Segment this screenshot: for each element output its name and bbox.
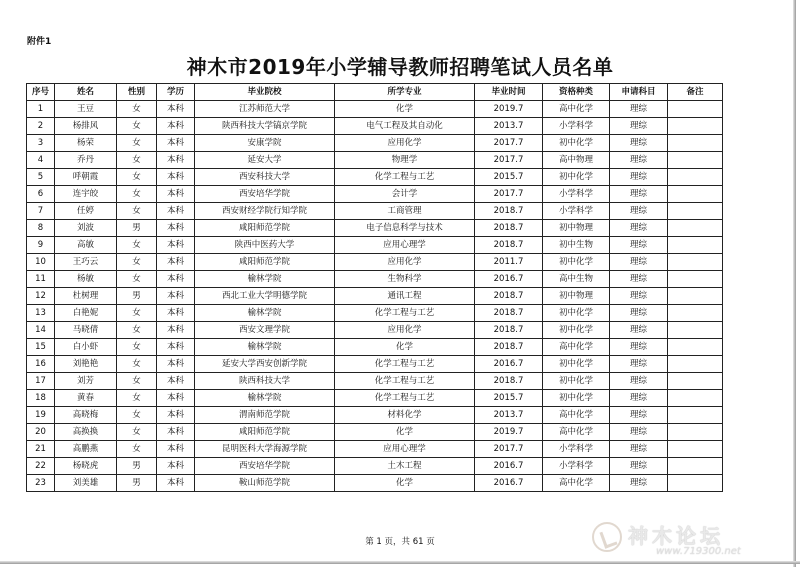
cell-degree: 本科	[157, 169, 195, 186]
cell-index: 14	[27, 322, 55, 339]
table-row	[27, 254, 723, 271]
cell-name: 乔丹	[55, 152, 117, 169]
cell-school: 西安财经学院行知学院	[195, 203, 335, 220]
cell-qualification: 高中化学	[543, 407, 610, 424]
cell-grad-date: 2016.7	[475, 356, 543, 373]
cell-name: 高晓梅	[55, 407, 117, 424]
cell-gender: 女	[117, 203, 157, 220]
page-shadow-right	[793, 0, 796, 567]
cell-index: 22	[27, 458, 55, 475]
table-header-row	[27, 84, 723, 101]
table-body	[27, 101, 723, 492]
cell-major: 化学	[335, 424, 475, 441]
cell-degree: 本科	[157, 186, 195, 203]
cell-degree: 本科	[157, 322, 195, 339]
cell-index: 15	[27, 339, 55, 356]
cell-qualification: 初中物理	[543, 220, 610, 237]
cell-index: 9	[27, 237, 55, 254]
cell-subject: 理综	[610, 152, 668, 169]
cell-gender: 女	[117, 441, 157, 458]
table-row	[27, 322, 723, 339]
table-row	[27, 339, 723, 356]
cell-grad-date: 2013.7	[475, 407, 543, 424]
cell-name: 连宇皎	[55, 186, 117, 203]
cell-index: 17	[27, 373, 55, 390]
cell-subject: 理综	[610, 458, 668, 475]
cell-name: 高敏	[55, 237, 117, 254]
cell-remarks	[668, 288, 723, 305]
cell-degree: 本科	[157, 203, 195, 220]
cell-qualification: 高中化学	[543, 101, 610, 118]
cell-index: 23	[27, 475, 55, 492]
cell-qualification: 初中物理	[543, 288, 610, 305]
cell-subject: 理综	[610, 424, 668, 441]
cell-gender: 女	[117, 101, 157, 118]
cell-remarks	[668, 407, 723, 424]
cell-remarks	[668, 203, 723, 220]
table-row	[27, 186, 723, 203]
cell-name: 杨晓虎	[55, 458, 117, 475]
table-row	[27, 152, 723, 169]
cell-gender: 女	[117, 271, 157, 288]
cell-major: 应用化学	[335, 135, 475, 152]
cell-remarks	[668, 424, 723, 441]
table-row	[27, 475, 723, 492]
cell-qualification: 初中化学	[543, 390, 610, 407]
cell-degree: 本科	[157, 135, 195, 152]
cell-name: 高换换	[55, 424, 117, 441]
cell-subject: 理综	[610, 203, 668, 220]
cell-grad-date: 2018.7	[475, 220, 543, 237]
cell-degree: 本科	[157, 237, 195, 254]
table-row	[27, 390, 723, 407]
page-title: 神木市2019年小学辅导教师招聘笔试人员名单	[186, 55, 614, 79]
forum-logo-icon	[592, 522, 622, 552]
cell-remarks	[668, 475, 723, 492]
header-remarks: 备注	[668, 84, 723, 101]
cell-subject: 理综	[610, 356, 668, 373]
cell-index: 19	[27, 407, 55, 424]
candidate-table	[26, 83, 723, 492]
cell-grad-date: 2017.7	[475, 441, 543, 458]
cell-gender: 女	[117, 118, 157, 135]
cell-qualification: 高中生物	[543, 271, 610, 288]
header-name: 姓名	[55, 84, 117, 101]
cell-qualification: 高中化学	[543, 424, 610, 441]
cell-index: 13	[27, 305, 55, 322]
table-row	[27, 271, 723, 288]
cell-subject: 理综	[610, 101, 668, 118]
cell-gender: 男	[117, 220, 157, 237]
cell-major: 应用心理学	[335, 441, 475, 458]
cell-school: 西安培华学院	[195, 458, 335, 475]
cell-school: 西北工业大学明德学院	[195, 288, 335, 305]
cell-remarks	[668, 373, 723, 390]
cell-gender: 女	[117, 373, 157, 390]
cell-remarks	[668, 322, 723, 339]
cell-remarks	[668, 135, 723, 152]
cell-index: 16	[27, 356, 55, 373]
cell-index: 3	[27, 135, 55, 152]
cell-subject: 理综	[610, 373, 668, 390]
header-grad-date: 毕业时间	[475, 84, 543, 101]
cell-grad-date: 2017.7	[475, 186, 543, 203]
header-gender: 性别	[117, 84, 157, 101]
cell-qualification: 高中化学	[543, 475, 610, 492]
table-row	[27, 220, 723, 237]
cell-major: 化学工程与工艺	[335, 356, 475, 373]
cell-name: 王豆	[55, 101, 117, 118]
cell-index: 4	[27, 152, 55, 169]
cell-degree: 本科	[157, 441, 195, 458]
cell-name: 杨排风	[55, 118, 117, 135]
cell-school: 榆林学院	[195, 390, 335, 407]
cell-gender: 女	[117, 356, 157, 373]
cell-index: 18	[27, 390, 55, 407]
cell-degree: 本科	[157, 220, 195, 237]
cell-school: 咸阳师范学院	[195, 220, 335, 237]
cell-school: 陕西科技大学镐京学院	[195, 118, 335, 135]
table-row	[27, 407, 723, 424]
cell-qualification: 小学科学	[543, 186, 610, 203]
cell-name: 刘美雄	[55, 475, 117, 492]
cell-qualification: 小学科学	[543, 118, 610, 135]
cell-grad-date: 2017.7	[475, 135, 543, 152]
cell-remarks	[668, 118, 723, 135]
cell-degree: 本科	[157, 407, 195, 424]
cell-grad-date: 2018.7	[475, 373, 543, 390]
watermark-url: www.719300.net	[656, 546, 741, 557]
cell-school: 江苏师范大学	[195, 101, 335, 118]
cell-index: 8	[27, 220, 55, 237]
cell-grad-date: 2016.7	[475, 458, 543, 475]
cell-school: 榆林学院	[195, 339, 335, 356]
cell-school: 榆林学院	[195, 305, 335, 322]
cell-subject: 理综	[610, 135, 668, 152]
cell-remarks	[668, 390, 723, 407]
cell-degree: 本科	[157, 458, 195, 475]
cell-name: 白小虾	[55, 339, 117, 356]
cell-degree: 本科	[157, 152, 195, 169]
header-degree: 学历	[157, 84, 195, 101]
table-row	[27, 118, 723, 135]
cell-degree: 本科	[157, 390, 195, 407]
cell-major: 物理学	[335, 152, 475, 169]
cell-grad-date: 2015.7	[475, 390, 543, 407]
cell-index: 7	[27, 203, 55, 220]
cell-name: 刘芳	[55, 373, 117, 390]
cell-subject: 理综	[610, 220, 668, 237]
cell-grad-date: 2016.7	[475, 475, 543, 492]
cell-subject: 理综	[610, 339, 668, 356]
cell-index: 1	[27, 101, 55, 118]
table-row	[27, 373, 723, 390]
cell-school: 延安大学	[195, 152, 335, 169]
cell-subject: 理综	[610, 475, 668, 492]
cell-qualification: 小学科学	[543, 458, 610, 475]
cell-gender: 女	[117, 152, 157, 169]
cell-qualification: 高中物理	[543, 152, 610, 169]
cell-remarks	[668, 271, 723, 288]
cell-gender: 女	[117, 237, 157, 254]
cell-school: 安康学院	[195, 135, 335, 152]
cell-remarks	[668, 152, 723, 169]
cell-major: 生物科学	[335, 271, 475, 288]
cell-qualification: 初中化学	[543, 322, 610, 339]
cell-major: 会计学	[335, 186, 475, 203]
cell-degree: 本科	[157, 101, 195, 118]
cell-gender: 女	[117, 322, 157, 339]
page-shadow-bottom	[0, 561, 800, 564]
cell-name: 王巧云	[55, 254, 117, 271]
cell-gender: 女	[117, 186, 157, 203]
cell-remarks	[668, 458, 723, 475]
cell-grad-date: 2015.7	[475, 169, 543, 186]
table-row	[27, 441, 723, 458]
watermark-text: 神木论坛	[628, 524, 724, 548]
cell-major: 工商管理	[335, 203, 475, 220]
cell-gender: 男	[117, 288, 157, 305]
cell-gender: 男	[117, 475, 157, 492]
header-school: 毕业院校	[195, 84, 335, 101]
cell-degree: 本科	[157, 305, 195, 322]
cell-school: 昆明医科大学海源学院	[195, 441, 335, 458]
cell-major: 电子信息科学与技术	[335, 220, 475, 237]
cell-index: 12	[27, 288, 55, 305]
cell-name: 黄春	[55, 390, 117, 407]
cell-degree: 本科	[157, 475, 195, 492]
cell-subject: 理综	[610, 169, 668, 186]
header-subject: 申请科目	[610, 84, 668, 101]
cell-degree: 本科	[157, 356, 195, 373]
cell-name: 呼朝霞	[55, 169, 117, 186]
table-row	[27, 203, 723, 220]
cell-remarks	[668, 254, 723, 271]
cell-qualification: 初中化学	[543, 305, 610, 322]
table-row	[27, 424, 723, 441]
cell-degree: 本科	[157, 424, 195, 441]
cell-qualification: 小学科学	[543, 441, 610, 458]
cell-name: 杜树理	[55, 288, 117, 305]
table-row	[27, 135, 723, 152]
cell-remarks	[668, 186, 723, 203]
cell-school: 西安科技大学	[195, 169, 335, 186]
cell-major: 化学	[335, 339, 475, 356]
cell-index: 20	[27, 424, 55, 441]
header-major: 所学专业	[335, 84, 475, 101]
cell-gender: 男	[117, 458, 157, 475]
cell-subject: 理综	[610, 407, 668, 424]
table-row	[27, 356, 723, 373]
cell-degree: 本科	[157, 254, 195, 271]
cell-remarks	[668, 169, 723, 186]
cell-school: 榆林学院	[195, 271, 335, 288]
cell-degree: 本科	[157, 373, 195, 390]
cell-degree: 本科	[157, 118, 195, 135]
cell-school: 咸阳师范学院	[195, 254, 335, 271]
cell-major: 通讯工程	[335, 288, 475, 305]
cell-name: 任婷	[55, 203, 117, 220]
cell-grad-date: 2013.7	[475, 118, 543, 135]
cell-qualification: 初中化学	[543, 135, 610, 152]
cell-major: 材料化学	[335, 407, 475, 424]
cell-major: 化学工程与工艺	[335, 169, 475, 186]
cell-remarks	[668, 237, 723, 254]
cell-major: 土木工程	[335, 458, 475, 475]
cell-remarks	[668, 220, 723, 237]
cell-school: 西安文理学院	[195, 322, 335, 339]
table-row	[27, 237, 723, 254]
cell-school: 鞍山师范学院	[195, 475, 335, 492]
cell-grad-date: 2018.7	[475, 339, 543, 356]
cell-subject: 理综	[610, 271, 668, 288]
cell-index: 11	[27, 271, 55, 288]
cell-grad-date: 2016.7	[475, 271, 543, 288]
cell-grad-date: 2018.7	[475, 305, 543, 322]
cell-major: 电气工程及其自动化	[335, 118, 475, 135]
cell-name: 刘艳艳	[55, 356, 117, 373]
cell-name: 杨敏	[55, 271, 117, 288]
table-row	[27, 101, 723, 118]
cell-remarks	[668, 356, 723, 373]
cell-gender: 女	[117, 305, 157, 322]
cell-major: 化学	[335, 475, 475, 492]
cell-index: 5	[27, 169, 55, 186]
cell-school: 渭南师范学院	[195, 407, 335, 424]
cell-remarks	[668, 441, 723, 458]
cell-gender: 女	[117, 169, 157, 186]
cell-major: 化学	[335, 101, 475, 118]
cell-major: 化学工程与工艺	[335, 305, 475, 322]
cell-name: 马晓倩	[55, 322, 117, 339]
cell-grad-date: 2018.7	[475, 237, 543, 254]
cell-grad-date: 2019.7	[475, 424, 543, 441]
cell-qualification: 初中化学	[543, 356, 610, 373]
cell-qualification: 初中化学	[543, 254, 610, 271]
table-row	[27, 458, 723, 475]
cell-major: 化学工程与工艺	[335, 373, 475, 390]
cell-qualification: 初中化学	[543, 373, 610, 390]
cell-gender: 女	[117, 254, 157, 271]
annex-label: 附件1	[27, 37, 52, 47]
cell-grad-date: 2018.7	[475, 288, 543, 305]
table-row	[27, 288, 723, 305]
cell-index: 6	[27, 186, 55, 203]
cell-subject: 理综	[610, 237, 668, 254]
cell-qualification: 初中化学	[543, 169, 610, 186]
cell-index: 10	[27, 254, 55, 271]
cell-remarks	[668, 305, 723, 322]
cell-school: 延安大学西安创新学院	[195, 356, 335, 373]
cell-major: 化学工程与工艺	[335, 390, 475, 407]
cell-grad-date: 2018.7	[475, 322, 543, 339]
cell-degree: 本科	[157, 288, 195, 305]
table-row	[27, 305, 723, 322]
cell-qualification: 小学科学	[543, 203, 610, 220]
cell-major: 应用心理学	[335, 237, 475, 254]
cell-gender: 女	[117, 424, 157, 441]
cell-grad-date: 2017.7	[475, 152, 543, 169]
cell-subject: 理综	[610, 118, 668, 135]
cell-gender: 女	[117, 390, 157, 407]
cell-subject: 理综	[610, 288, 668, 305]
header-index: 序号	[27, 84, 55, 101]
cell-subject: 理综	[610, 441, 668, 458]
cell-grad-date: 2018.7	[475, 203, 543, 220]
cell-school: 陕西中医药大学	[195, 237, 335, 254]
cell-name: 白艳妮	[55, 305, 117, 322]
cell-index: 21	[27, 441, 55, 458]
cell-gender: 女	[117, 135, 157, 152]
forum-watermark	[592, 520, 792, 560]
cell-major: 应用化学	[335, 254, 475, 271]
cell-index: 2	[27, 118, 55, 135]
cell-degree: 本科	[157, 271, 195, 288]
cell-qualification: 初中生物	[543, 237, 610, 254]
cell-remarks	[668, 101, 723, 118]
cell-subject: 理综	[610, 390, 668, 407]
cell-subject: 理综	[610, 254, 668, 271]
cell-remarks	[668, 339, 723, 356]
cell-name: 杨荣	[55, 135, 117, 152]
cell-subject: 理综	[610, 186, 668, 203]
header-qualification: 资格种类	[543, 84, 610, 101]
cell-major: 应用化学	[335, 322, 475, 339]
cell-gender: 女	[117, 339, 157, 356]
cell-qualification: 高中化学	[543, 339, 610, 356]
cell-subject: 理综	[610, 322, 668, 339]
cell-subject: 理综	[610, 305, 668, 322]
table-row	[27, 169, 723, 186]
cell-gender: 女	[117, 407, 157, 424]
cell-school: 咸阳师范学院	[195, 424, 335, 441]
cell-degree: 本科	[157, 339, 195, 356]
cell-name: 高鹏燕	[55, 441, 117, 458]
page-footer: 第 1 页，共 61 页	[365, 537, 435, 547]
cell-grad-date: 2019.7	[475, 101, 543, 118]
cell-school: 西安培华学院	[195, 186, 335, 203]
cell-grad-date: 2011.7	[475, 254, 543, 271]
cell-school: 陕西科技大学	[195, 373, 335, 390]
cell-name: 刘波	[55, 220, 117, 237]
